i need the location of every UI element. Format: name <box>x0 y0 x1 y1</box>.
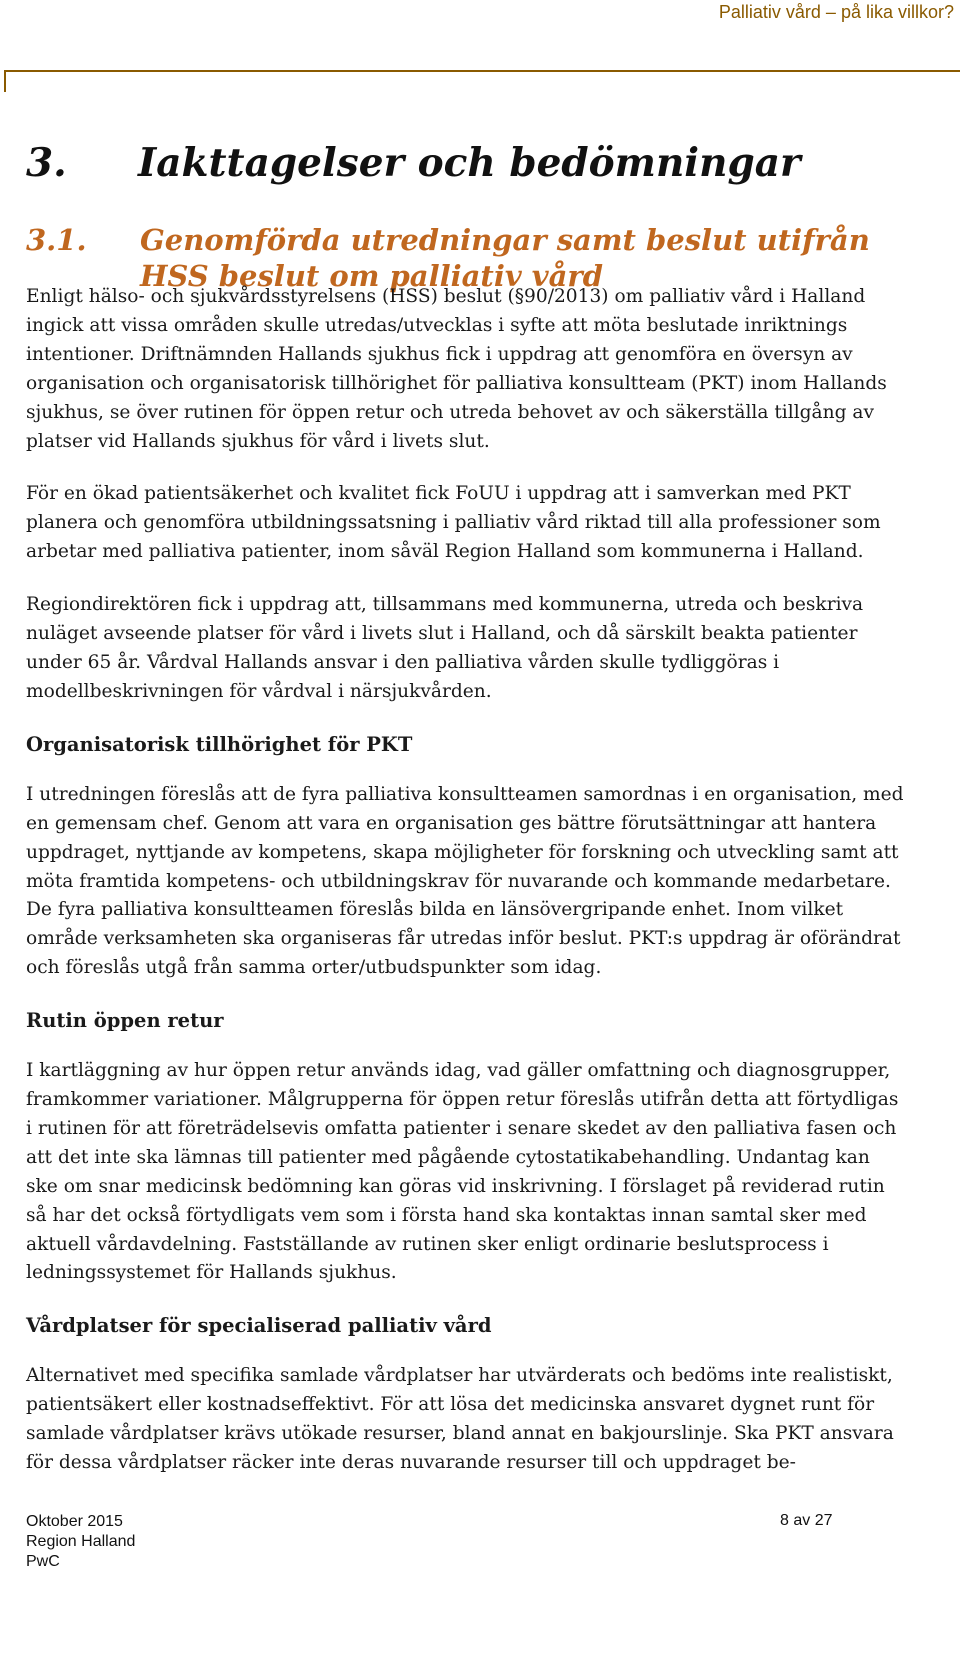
section-number: 3. <box>26 140 67 186</box>
running-header-title: Palliativ vård – på lika villkor? <box>718 2 954 22</box>
section-title: Iakttagelser och bedömningar <box>138 140 801 186</box>
section-heading <box>26 140 926 186</box>
paragraph-intro: Enligt hälso- och sjukvårdsstyrelsens (HSS) beslut (§90/2013) om palliativ vård i Halland ingick att vissa områden skulle utredas/utvecklas i syfte att möta beslutade inriktnings intentioner. Driftnämnden Hallands sjukhus fick i uppdrag att genomföra en översyn av organisation och organisatorisk tillhörighet för palliativa konsultteam (PKT) inom Hallands sjukhus, se över rutinen för öppen retur och utreda behovet av och säkerställa tillgång av platser vid Hallands sjukhus för vård i livets slut. <box>26 286 887 452</box>
subsection-title: Genomförda utredningar samt beslut utifrån HSS beslut om palliativ vård <box>140 223 870 293</box>
paragraph-vardplatser: Alternativet med specifika samlade vårdplatser har utvärderats och bedöms inte realistiskt, patientsäkert eller kostnadseffektivt. För att lösa det medicinska ansvaret dygnet runt för samlade vårdplatser krävs utökade resurser, bland annat en bakjourslinje. Ska PKT ansvara för dessa vårdplatser räcker inte deras nuvarande resurser till och uppdraget be- <box>26 1365 894 1474</box>
paragraph-organisatorisk-tillhorighet: I utredningen föreslås att de fyra palliativa konsultteamen samordnas i en organisation, med en gemensam chef. Genom att vara en organisation ges bättre förutsättningar att hantera uppdraget, nyttjande av kompetens, skapa möjligheter för forskning och utveckling samt att möta framtida kompetens- och utbildningskrav för nuvarande och kommande medarbetare. De fyra palliativa konsultteamen föreslås bilda en länsövergripande enhet. Inom vilket område verksamheten ska organiseras får utredas inför beslut. PKT:s uppdrag är oförändrat och föreslås utgå från samma orter/utbudspunkter som idag. <box>26 783 904 979</box>
header-rule <box>14 70 960 72</box>
footer-left <box>26 1512 135 1572</box>
header-rule-corner <box>4 70 16 92</box>
page-number: 8 av 27 <box>780 1512 833 1529</box>
footer-date: Oktober 2015 <box>26 1513 123 1530</box>
main-content <box>26 283 906 1502</box>
paragraph-rutin-oppen-retur: I kartläggning av hur öppen retur används idag, vad gäller omfattning och diagnosgrupper, framkommer variationer. Målgrupperna för öppen retur föreslås utifrån detta att förtydligas i rutinen för att företrädelsevis omfatta patienter i senare skedet av den palliativa fasen och att det inte ska lämnas till patienter med pågående cytostatikabehandling. Undantag kan ske om snar medicinsk bedömning kan göras vid inskrivning. I förslaget på reviderad rutin så har det också förtydligats vem som i första hand ska kontaktas innan samtal sker med aktuell vårdavdelning. Fastställande av rutinen sker enligt ordinarie beslutsprocess i ledningssystemet för Hallands sjukhus. <box>26 1060 899 1284</box>
subsection-number: 3.1. <box>26 223 87 257</box>
paragraph-regiondirektor: Regiondirektören fick i uppdrag att, tillsammans med kommunerna, utreda och beskriva nuläget avseende platser för vård i livets slut i Halland, och då särskilt beakta patienter under 65 år. Vårdval Hallands ansvar i den palliativa vården skulle tydliggöras i modellbeskrivningen för vårdval i närsjukvården. <box>26 594 864 702</box>
heading-organisatorisk-tillhorighet: Organisatorisk tillhörighet för PKT <box>26 732 413 756</box>
heading-vardplatser: Vårdplatser för specialiserad palliativ vård <box>26 1314 492 1338</box>
paragraph-fouu: För en ökad patientsäkerhet och kvalitet fick FoUU i uppdrag att i samverkan med PKT planera och genomföra utbildningssatsning i palliativ vård riktad till alla professioner som arbetar med palliativa patienter, inom såväl Region Halland som kommunerna i Halland. <box>26 483 881 563</box>
heading-rutin-oppen-retur: Rutin öppen retur <box>26 1009 224 1033</box>
footer-author: PwC <box>26 1553 60 1570</box>
footer-org: Region Halland <box>26 1533 136 1550</box>
